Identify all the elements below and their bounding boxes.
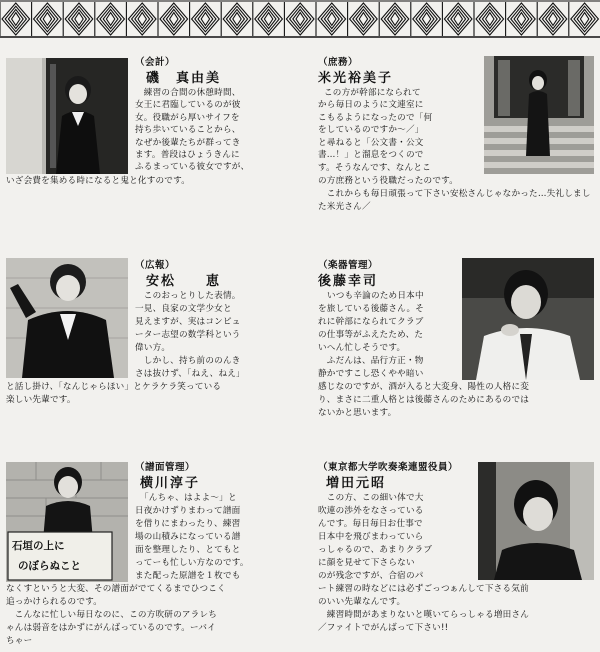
text-line: 場の山積みになっている譜: [135, 532, 241, 542]
text-line: 吹連の渉外をなさっている: [318, 506, 424, 516]
text-line: のいい先輩なんです。: [318, 597, 406, 607]
text-line: このおっとりした表情。: [135, 291, 241, 301]
text-line: んです。毎日毎日お仕事で: [318, 519, 423, 529]
text-line: 楽しい先輩です。: [6, 395, 76, 405]
member-photo-yonemitsu: [484, 56, 594, 174]
text-line: ってーも忙しい方なのです。: [135, 558, 249, 568]
text-line: いへん忙しそうです。: [318, 343, 406, 353]
text-line: ちゃー: [6, 636, 33, 646]
text-line: また配った原譜を１枚でも: [135, 571, 241, 581]
text-line: ます。普段はひょうきんに: [135, 150, 240, 160]
text-line: これからも毎日頑張って下さい安松さんじゃなかった…失礼しました米光さん／: [318, 189, 591, 212]
text-line: と話し掛け、「なんじゃらほい」とケラケラ笑っている: [6, 382, 222, 392]
text-line: ート練習の時などには必ずごっつぁんして下さる気前: [318, 584, 529, 594]
text-line: す。そうなんです、なんとこ: [318, 163, 431, 173]
text-line: れに幹部になられてクラブ: [318, 317, 424, 327]
member-name: 安松 恵: [146, 274, 222, 289]
text-line: こんなに忙しい毎日なのに、この方吹研のアラレち: [6, 610, 218, 620]
member-photo-yasumatsu: [6, 258, 128, 378]
text-line: なくすというと大変、その譜面がでてくるまでひつこく: [6, 584, 226, 594]
member-photo-iso: [6, 58, 128, 174]
member-name: 磯 真由美: [146, 71, 222, 86]
caption-line: のぼらぬこと: [18, 560, 81, 572]
text-line: 女王に君臨しているのが彼: [135, 100, 241, 110]
text-line: 「んちゃ、はよよ～」と: [140, 493, 237, 503]
decorative-border: [0, 0, 600, 38]
text-line: っしゃるので、あまりクラブ: [318, 545, 433, 555]
text-line: 感じなのですが、酒が入ると大変身、陽性の人格に変: [318, 382, 530, 392]
member-photo-yokokawa: [6, 462, 128, 582]
text-line: この方が幹部になられて: [324, 88, 421, 98]
text-line: ふるまっている彼女ですが、: [135, 162, 250, 172]
text-line: のが残念ですが、合宿のパ: [318, 571, 424, 581]
text-line: 静かですこし恐くやや暗い: [318, 369, 424, 379]
text-line: 一見、良家の文学少女と: [135, 304, 232, 314]
text-line: 偉い方。: [135, 343, 171, 353]
text-line: ／ファイトでがんばって下さい!!: [318, 623, 449, 633]
text-line: と尋ねると「公文書・公文: [318, 138, 424, 148]
text-line: から毎日のように文連室に: [318, 100, 424, 110]
text-line: をしているのですか～／」: [318, 125, 424, 135]
text-line: こもるようになったので「何: [318, 113, 433, 123]
text-line: 練習の合間の休憩時間、: [135, 88, 241, 98]
text-line: 日夜かけずりまわって譜面: [135, 506, 241, 516]
text-line: 見えますが、実はコンピュ: [135, 317, 241, 327]
text-line: の方庶務という役職だったのです。: [318, 176, 459, 186]
role-label: （庶務）: [318, 57, 359, 68]
text-line: の仕事等がふえたため、た: [318, 330, 424, 340]
text-line: り、まさに二重人格とは後藤さんのためにあるのでは: [318, 395, 530, 405]
text-line: 日本中を飛びまわっていら: [318, 532, 424, 542]
member-name: 後藤幸司: [318, 274, 379, 289]
text-line: この方、この細い体で大: [318, 493, 424, 503]
role-label: （譜面管理）: [135, 462, 196, 473]
text-line: ないかと思います。: [318, 408, 397, 418]
text-line: 女。役職がら厚いサイフを: [135, 113, 240, 123]
member-name: 横川淳子: [140, 476, 201, 491]
text-line: いつも辛論のため日本中: [327, 291, 424, 301]
text-line: ーター志望の数学科という: [135, 330, 241, 340]
text-line: 追っかけられるのです。: [6, 597, 103, 607]
role-label: （会計）: [135, 57, 176, 68]
text-line: に顔を見せて下さらない: [318, 558, 415, 568]
role-label: （広報）: [135, 260, 176, 271]
member-photo-masuda: [478, 462, 594, 580]
text-line: 書…！」と溜息をつくので: [318, 150, 424, 160]
text-line: いざ会費を集める時になると鬼と化すのです。: [6, 176, 190, 186]
text-line: 練習時間があまりないと嘆いてらっしゃる増田さん: [318, 610, 530, 620]
text-line: ふだんは、品行方正・物: [318, 356, 424, 366]
text-line: ゃんは弱音をはかずにがんばっているのです。ーバイ: [6, 623, 216, 633]
text-line: 持ち歩いていることから、: [135, 125, 241, 135]
member-name: 増田元昭: [326, 476, 387, 491]
text-line: しかし、持ち前ののんき: [135, 356, 241, 366]
member-name: 米光裕美子: [318, 71, 394, 86]
text-line: 面を整理したり、とてもと: [135, 545, 241, 555]
photo-caption-sign: [10, 536, 110, 576]
member-photo-goto: [462, 258, 594, 380]
text-line: なぜか後輩たちが群ってき: [135, 138, 241, 148]
text-line: さは抜けず、「ねえ、ねえ」: [135, 369, 245, 379]
text-line: を借りにまわったり、練習: [135, 519, 241, 529]
role-label: （東京都大学吹奏楽連盟役員）: [318, 462, 459, 473]
text-line: を旅している後藤さん。そ: [318, 304, 425, 314]
role-label: （楽器管理）: [318, 260, 379, 271]
caption-line: 石垣の上に: [12, 540, 65, 552]
